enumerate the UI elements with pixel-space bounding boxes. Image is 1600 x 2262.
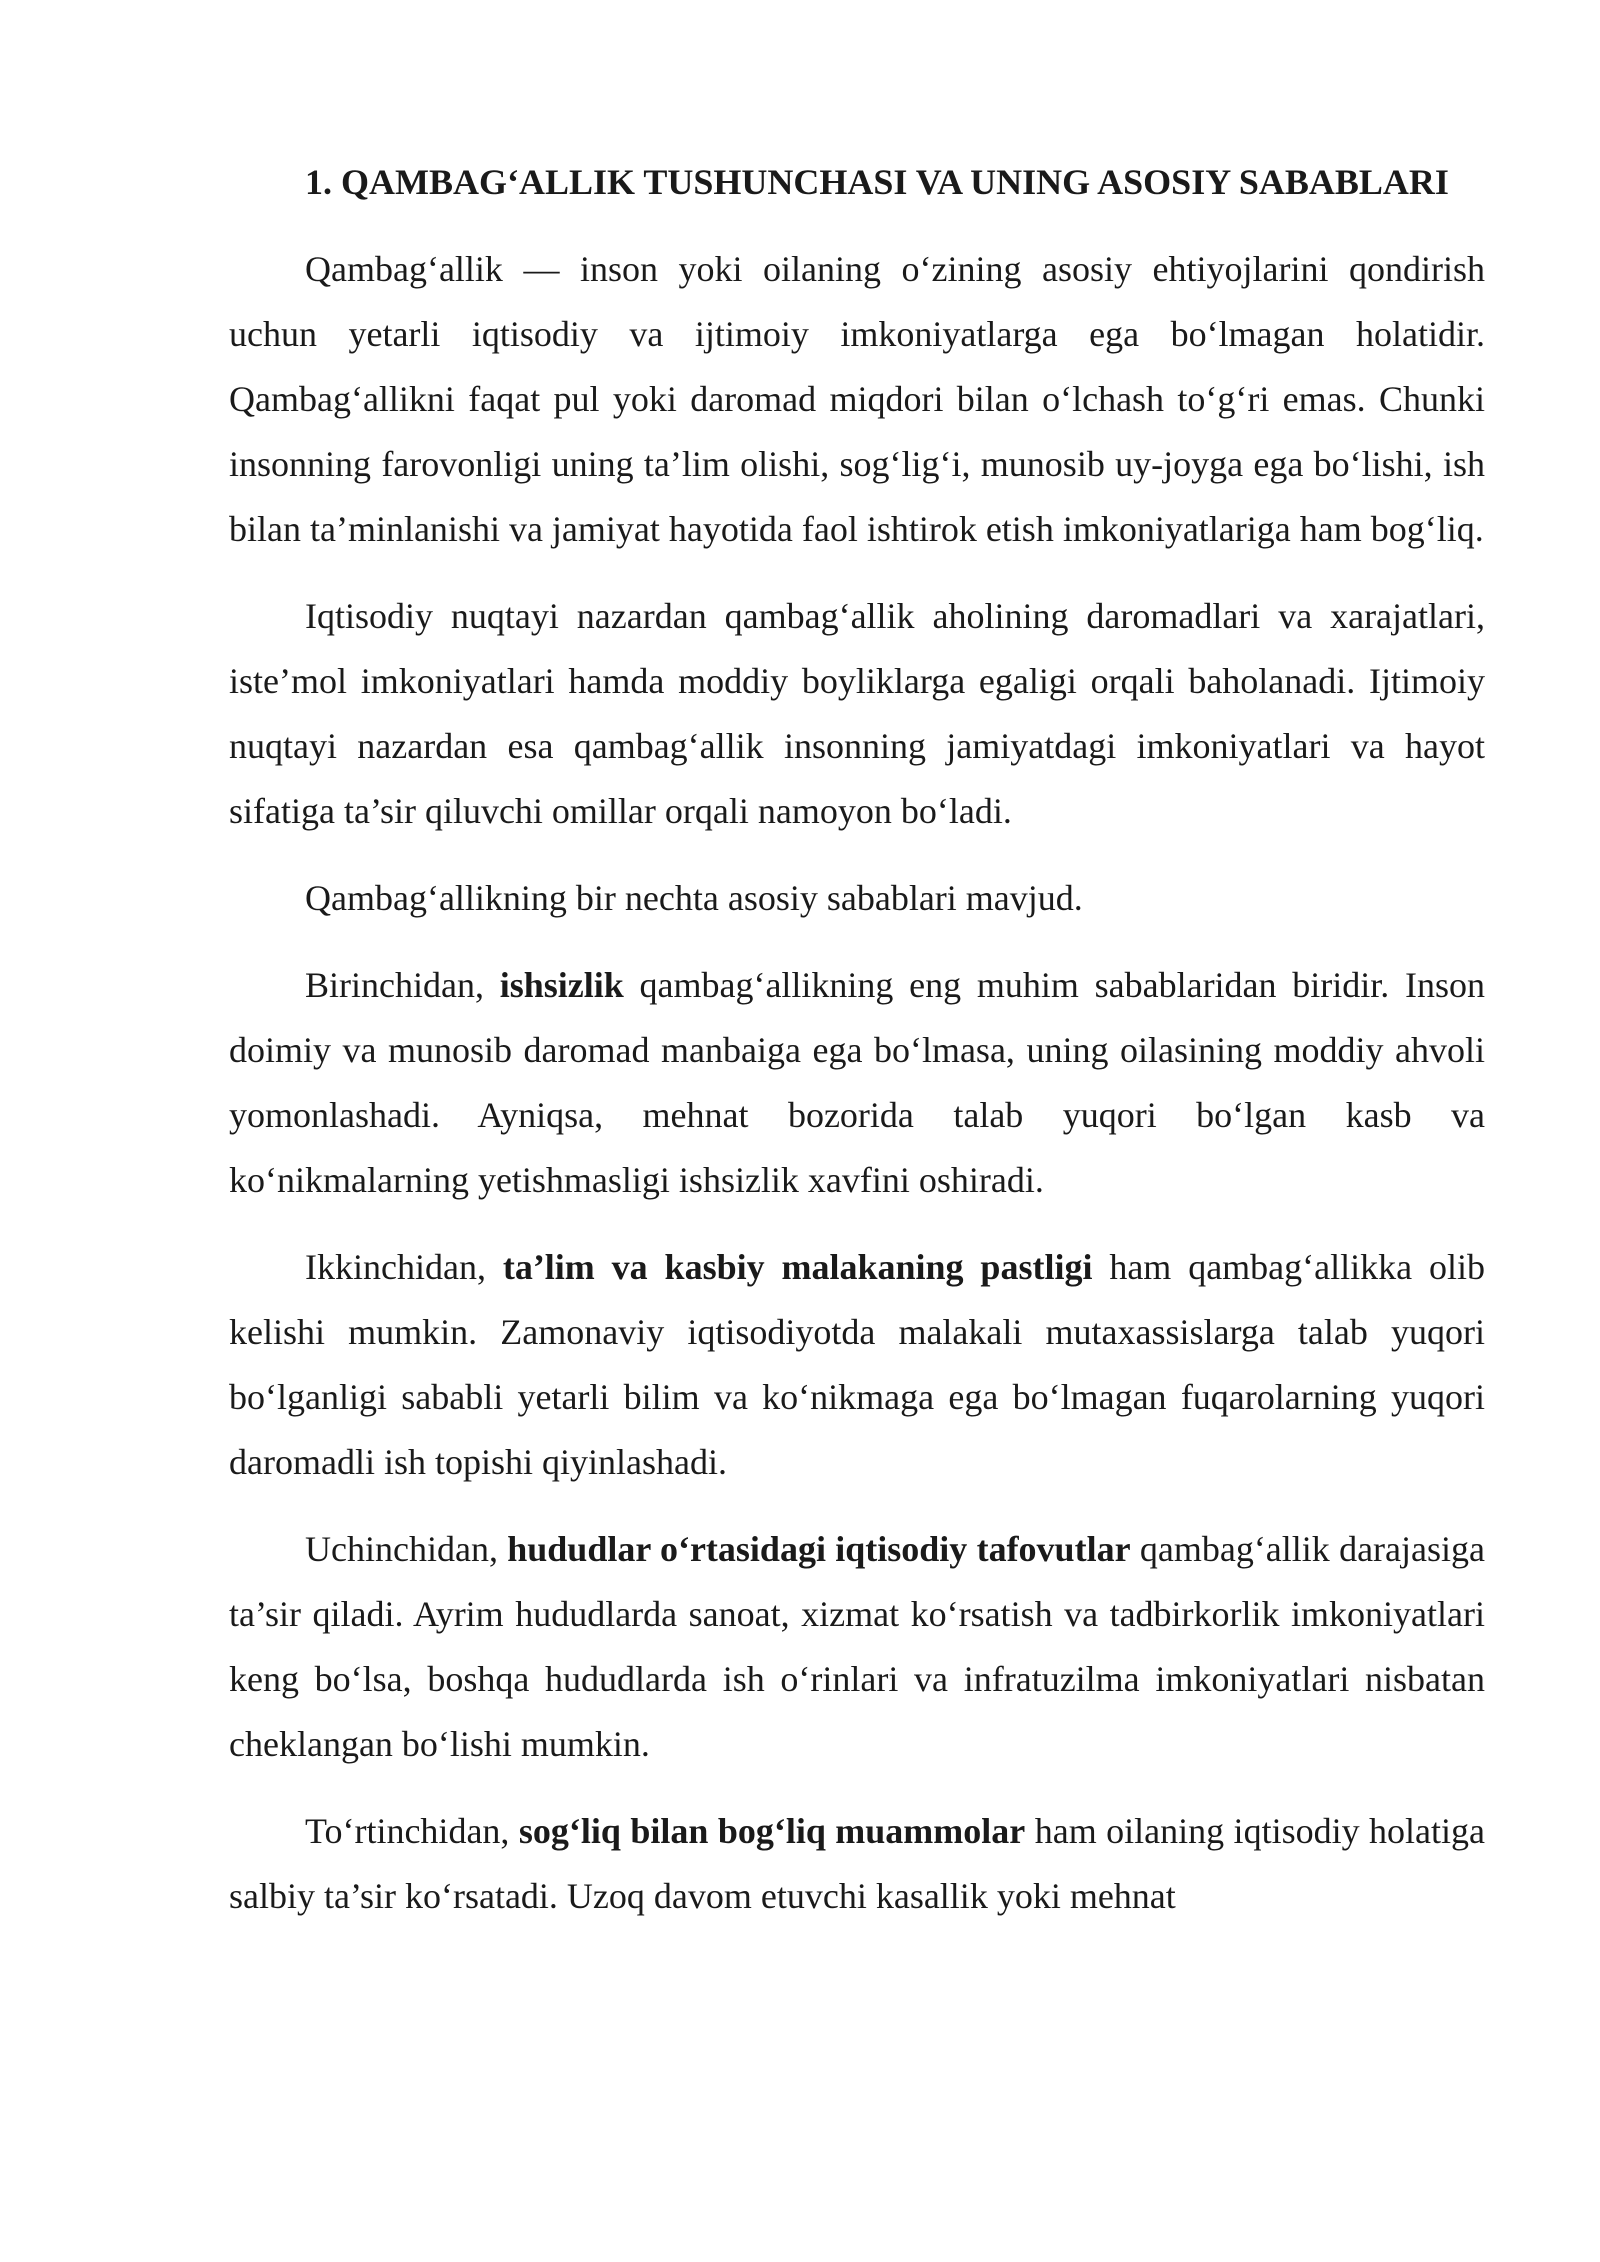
paragraph-bold-term: ta’lim va kasbiy malakaning pastligi <box>502 1247 1093 1287</box>
paragraph-body: qambag‘allik darajasiga ta’sir qiladi. Ayrim hududlarda sanoat, xizmat ko‘rsatish va tadbirkorlik imkoniyatlari keng bo‘lsa, boshqa hududlarda ish o‘rinlari va infratuzilma imkoniyatlari nisbatan cheklangan bo‘lishi mumkin. <box>229 1529 1485 1764</box>
paragraph-bold-term: ishsizlik <box>499 965 624 1005</box>
document-page <box>229 150 1485 1929</box>
paragraph-lead: Birinchidan, <box>305 965 500 1005</box>
paragraph-body: ham qambag‘allikka olib kelishi mumkin. Zamonaviy iqtisodiyotda malakali mutaxassislarga talab yuqori bo‘lganligi sababli yetarli bilim va ko‘nikmaga ega bo‘lmagan fuqarolarning yuqori daromadli ish topishi qiyinlashadi. <box>229 1247 1485 1482</box>
paragraph-lead: Ikkinchidan, <box>305 1247 503 1287</box>
section-heading: 1. QAMBAG‘ALLIK TUSHUNCHASI VA UNING ASOSIY SABABLARI <box>305 162 1449 202</box>
paragraph-bold-term: sog‘liq bilan bog‘liq muammolar <box>518 1811 1026 1851</box>
paragraph-perspectives: Iqtisodiy nuqtayi nazardan qambag‘allik aholining daromadlari va xarajatlari, iste’mol imkoniyatlari hamda moddiy boyliklarga egaligi orqali baholanadi. Ijtimoiy nuqtayi nazardan esa qambag‘allik insonning jamiyatdagi imkoniyatlari va hayot sifatiga ta’sir qiluvchi omillar orqali namoyon bo‘ladi. <box>229 596 1485 831</box>
paragraph-cause-third <box>229 1517 1485 1777</box>
paragraph-lead: Uchinchidan, <box>305 1529 508 1569</box>
paragraph-causes-intro: Qambag‘allikning bir nechta asosiy sabablari mavjud. <box>305 878 1083 918</box>
paragraph-cause-fourth <box>229 1799 1485 1929</box>
paragraph-bold-term: hududlar o‘rtasidagi iqtisodiy tafovutlar <box>507 1529 1131 1569</box>
paragraph-body: qambag‘allikning eng muhim sabablaridan biridir. Inson doimiy va munosib daromad manbaiga ega bo‘lmasa, uning oilasining moddiy ahvoli yomonlashadi. Ayniqsa, mehnat bozorida talab yuqori bo‘lgan kasb va ko‘nikmalarning yetishmasligi ishsizlik xavfini oshiradi. <box>229 965 1485 1200</box>
paragraph-lead: To‘rtinchidan, <box>305 1811 519 1851</box>
paragraph-cause-first <box>229 953 1485 1213</box>
paragraph-definition: Qambag‘allik — inson yoki oilaning o‘zining asosiy ehtiyojlarini qondirish uchun yetarli iqtisodiy va ijtimoiy imkoniyatlarga ega bo‘lmagan holatidir. Qambag‘allikni faqat pul yoki daromad miqdori bilan o‘lchash to‘g‘ri emas. Chunki insonning farovonligi uning ta’lim olishi, sog‘lig‘i, munosib uy-joyga ega bo‘lishi, ish bilan ta’minlanishi va jamiyat hayotida faol ishtirok etish imkoniyatlariga ham bog‘liq. <box>229 249 1485 549</box>
paragraph-cause-second <box>229 1235 1485 1495</box>
paragraph-body: ham oilaning iqtisodiy holatiga salbiy ta’sir ko‘rsatadi. Uzoq davom etuvchi kasallik yoki mehnat <box>229 1811 1485 1916</box>
